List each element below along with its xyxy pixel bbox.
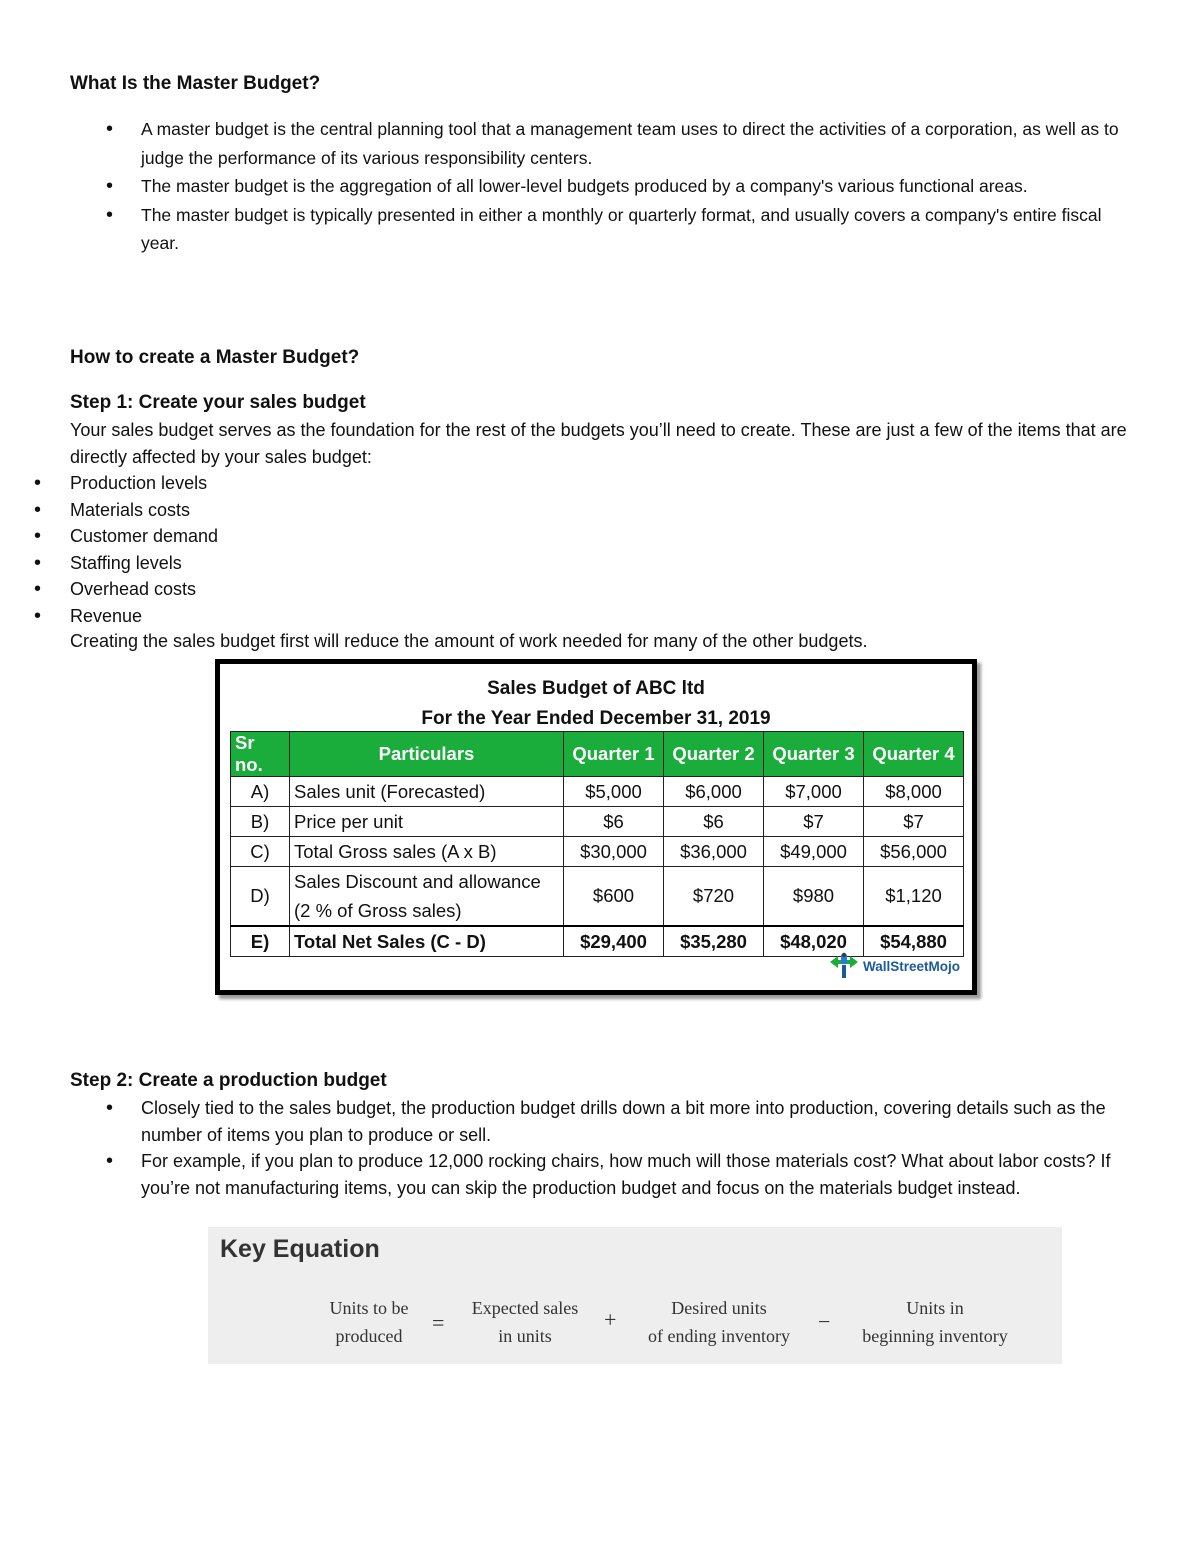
cell-q3: $7,000 (764, 777, 864, 807)
header-quarter-3: Quarter 3 (764, 732, 864, 777)
cell-q3: $7 (764, 807, 864, 837)
cell-q2: $6,000 (664, 777, 764, 807)
cell-q3: $48,020 (764, 926, 864, 957)
cell-particular-line2: (2 % of Gross sales) (294, 900, 462, 921)
term-line: of ending inventory (648, 1326, 790, 1346)
term-line: Units to be (329, 1298, 409, 1318)
cell-q2: $36,000 (664, 837, 764, 867)
cell-particular: Total Gross sales (A x B) (290, 837, 564, 867)
cell-q1: $30,000 (564, 837, 664, 867)
cell-q3: $49,000 (764, 837, 864, 867)
cell-sr: C) (231, 837, 290, 867)
cell-q4: $8,000 (864, 777, 964, 807)
term-line: beginning inventory (862, 1326, 1008, 1346)
equation-term-units-produced (308, 1294, 430, 1350)
header-sr-no: Sr no. (231, 732, 290, 777)
cell-particular: Price per unit (290, 807, 564, 837)
cell-sr: B) (231, 807, 290, 837)
list-item: • Customer demand (70, 523, 218, 550)
cell-q1: $6 (564, 807, 664, 837)
wallstreetmojo-logo-icon (828, 952, 860, 980)
equation-term-beginning-inventory (840, 1294, 1030, 1350)
master-budget-bullets (70, 115, 1140, 258)
list-item: • Revenue (70, 603, 218, 630)
cell-sr: A) (231, 777, 290, 807)
list-item: • Closely tied to the sales budget, the production budget drills down a bit more into production, covering details such as the number of items you plan to produce or sell. (70, 1095, 1140, 1148)
list-item: • For example, if you plan to produce 12,000 rocking chairs, how much will those materials cost? What about labor costs? If you’re not manufacturing items, you can skip the production budget and focus on the materials budget instead. (70, 1148, 1140, 1201)
cell-particular: Sales unit (Forecasted) (290, 777, 564, 807)
header-quarter-2: Quarter 2 (664, 732, 764, 777)
cell-q4: $7 (864, 807, 964, 837)
cell-q4: $54,880 (864, 926, 964, 957)
table-row (231, 807, 964, 837)
cell-sr: E) (231, 926, 290, 957)
table-row (231, 837, 964, 867)
list-item: • The master budget is the aggregation of all lower-level budgets produced by a company's various functional areas. (70, 172, 1140, 201)
term-line: produced (335, 1326, 403, 1346)
cell-q2: $35,280 (664, 926, 764, 957)
term-line: Units in (906, 1298, 964, 1318)
equals-operator: = (432, 1310, 445, 1335)
list-item: • Staffing levels (70, 550, 218, 577)
list-item: • Materials costs (70, 497, 218, 524)
header-particulars: Particulars (290, 732, 564, 777)
step1-intro: Your sales budget serves as the foundation for the rest of the budgets you’ll need to create. These are just a few of the items that are directly affected by your sales budget: (70, 420, 1127, 467)
header-quarter-1: Quarter 1 (564, 732, 664, 777)
table-title: Sales Budget of ABC ltd (487, 678, 705, 699)
sales-budget-table (230, 731, 964, 957)
cell-q2: $6 (664, 807, 764, 837)
list-item: • Production levels (70, 470, 218, 497)
step1-outro: Creating the sales budget first will reduce the amount of work needed for many of the other budgets. (70, 631, 868, 651)
step1-title: Step 1: Create your sales budget (70, 392, 366, 413)
table-subtitle: For the Year Ended December 31, 2019 (421, 708, 771, 729)
term-line: Expected sales (471, 1298, 579, 1318)
cell-q1: $5,000 (564, 777, 664, 807)
cell-particular: Total Net Sales (C - D) (290, 926, 564, 957)
cell-q4: $1,120 (864, 867, 964, 927)
list-item: • A master budget is the central planning tool that a management team uses to direct the activities of a corporation, as well as to judge the performance of its various responsibility centers. (70, 115, 1140, 172)
cell-q1: $29,400 (564, 926, 664, 957)
step2-bullets (70, 1095, 1140, 1201)
table-row (231, 867, 964, 927)
key-equation-title: Key Equation (220, 1235, 380, 1263)
equation-term-expected-sales (454, 1294, 596, 1350)
cell-particular (290, 867, 564, 927)
cell-particular-line1: Sales Discount and allowance (294, 871, 541, 892)
cell-q2: $720 (664, 867, 764, 927)
cell-sr: D) (231, 867, 290, 927)
table-header-row (231, 732, 964, 777)
cell-q3: $980 (764, 867, 864, 927)
sales-budget-table-image (215, 659, 977, 995)
header-quarter-4: Quarter 4 (864, 732, 964, 777)
section-title-how-to-create: How to create a Master Budget? (70, 347, 360, 368)
section-title-master-budget: What Is the Master Budget? (70, 73, 321, 94)
wallstreetmojo-text: WallStreetMojo (862, 958, 960, 974)
wallstreetmojo-logo (828, 952, 960, 980)
plus-operator: + (604, 1307, 617, 1332)
equation-term-ending-inventory (628, 1294, 810, 1350)
cell-q1: $600 (564, 867, 664, 927)
list-item: • Overhead costs (70, 576, 218, 603)
term-line: Desired units (671, 1298, 767, 1318)
cell-q4: $56,000 (864, 837, 964, 867)
table-row (231, 777, 964, 807)
term-line: in units (498, 1326, 552, 1346)
list-item: • The master budget is typically presented in either a monthly or quarterly format, and usually covers a company's entire fiscal year. (70, 201, 1140, 258)
minus-operator: − (818, 1309, 831, 1334)
step1-items (70, 470, 218, 629)
key-equation-image (208, 1227, 1062, 1364)
step2-title: Step 2: Create a production budget (70, 1070, 387, 1091)
